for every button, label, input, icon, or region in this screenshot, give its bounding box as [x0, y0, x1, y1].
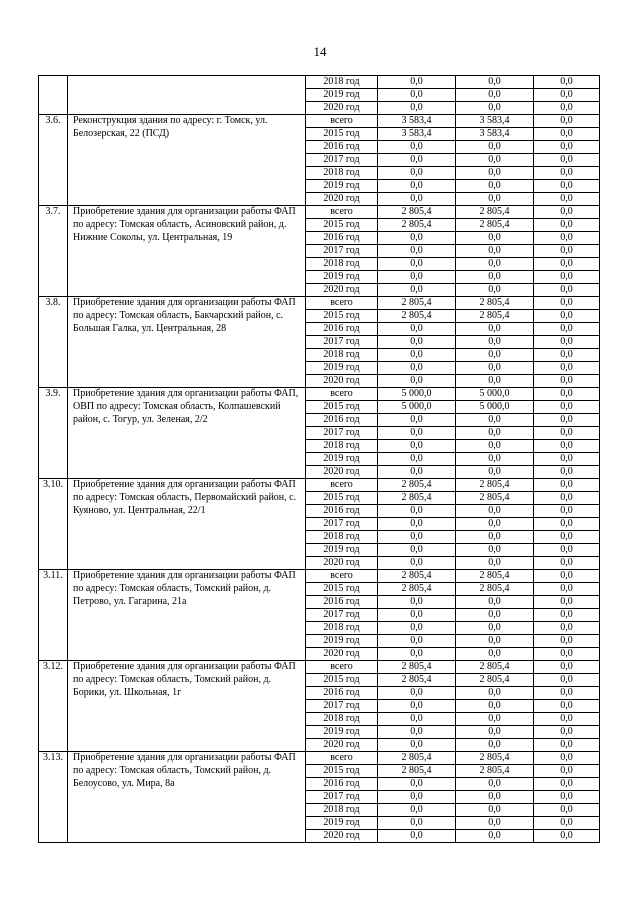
total-amount-cell: 2 805,4 [378, 492, 456, 505]
period-cell: 2019 год [306, 635, 378, 648]
total-amount-cell: 5 000,0 [378, 388, 456, 401]
total-amount-cell: 2 805,4 [378, 765, 456, 778]
page-number: 14 [313, 44, 327, 59]
total-amount-cell: 2 805,4 [378, 752, 456, 765]
period-cell: 2018 год [306, 622, 378, 635]
total-amount-cell: 0,0 [378, 427, 456, 440]
total-amount-cell: 0,0 [378, 154, 456, 167]
total-amount-cell: 0,0 [378, 271, 456, 284]
regional-budget-cell: 0,0 [456, 271, 534, 284]
period-cell: 2019 год [306, 817, 378, 830]
item-number: 3.6. [39, 115, 68, 206]
regional-budget-cell: 0,0 [456, 778, 534, 791]
regional-budget-cell: 0,0 [456, 518, 534, 531]
total-amount-cell: 2 805,4 [378, 583, 456, 596]
regional-budget-cell: 2 805,4 [456, 674, 534, 687]
item-description: Приобретение здания для организации работы ФАП по адресу: Томская область, Томский район, д. Белоусово, ул. Мира, 8а [68, 752, 306, 843]
period-cell: 2019 год [306, 271, 378, 284]
other-source-cell: 0,0 [534, 154, 600, 167]
total-amount-cell: 0,0 [378, 791, 456, 804]
period-cell: 2020 год [306, 830, 378, 843]
item-number: 3.13. [39, 752, 68, 843]
total-amount-cell: 2 805,4 [378, 206, 456, 219]
regional-budget-cell: 2 805,4 [456, 479, 534, 492]
total-amount-cell: 0,0 [378, 167, 456, 180]
regional-budget-cell: 0,0 [456, 102, 534, 115]
regional-budget-cell: 5 000,0 [456, 388, 534, 401]
total-amount-cell: 0,0 [378, 648, 456, 661]
regional-budget-cell: 0,0 [456, 453, 534, 466]
period-cell: 2015 год [306, 219, 378, 232]
regional-budget-cell: 2 805,4 [456, 752, 534, 765]
period-cell: 2016 год [306, 687, 378, 700]
regional-budget-cell: 0,0 [456, 336, 534, 349]
period-cell: 2020 год [306, 648, 378, 661]
other-source-cell: 0,0 [534, 102, 600, 115]
period-cell: 2016 год [306, 778, 378, 791]
total-amount-cell: 0,0 [378, 596, 456, 609]
total-amount-cell: 0,0 [378, 544, 456, 557]
other-source-cell: 0,0 [534, 583, 600, 596]
regional-budget-cell: 2 805,4 [456, 492, 534, 505]
other-source-cell: 0,0 [534, 453, 600, 466]
total-amount-cell: 0,0 [378, 830, 456, 843]
item-description: Приобретение здания для организации работы ФАП по адресу: Томская область, Асиновский район, д. Нижние Соколы, ул. Центральная, 19 [68, 206, 306, 297]
other-source-cell: 0,0 [534, 115, 600, 128]
regional-budget-cell: 0,0 [456, 193, 534, 206]
total-amount-cell: 0,0 [378, 336, 456, 349]
other-source-cell: 0,0 [534, 492, 600, 505]
regional-budget-cell: 2 805,4 [456, 583, 534, 596]
period-cell: 2015 год [306, 128, 378, 141]
regional-budget-cell: 0,0 [456, 89, 534, 102]
period-cell: всего [306, 661, 378, 674]
other-source-cell: 0,0 [534, 791, 600, 804]
total-amount-cell: 2 805,4 [378, 661, 456, 674]
regional-budget-cell: 0,0 [456, 557, 534, 570]
period-cell: 2019 год [306, 453, 378, 466]
regional-budget-cell: 0,0 [456, 713, 534, 726]
regional-budget-cell: 2 805,4 [456, 765, 534, 778]
item-description: Приобретение здания для организации работы ФАП по адресу: Томская область, Бакчарский район, с. Большая Галка, ул. Центральная, 28 [68, 297, 306, 388]
budget-table [38, 75, 600, 843]
period-cell: 2020 год [306, 466, 378, 479]
total-amount-cell: 2 805,4 [378, 310, 456, 323]
other-source-cell: 0,0 [534, 349, 600, 362]
regional-budget-cell: 0,0 [456, 284, 534, 297]
period-cell: 2020 год [306, 739, 378, 752]
period-cell: 2020 год [306, 375, 378, 388]
period-cell: 2017 год [306, 154, 378, 167]
period-cell: 2018 год [306, 258, 378, 271]
other-source-cell: 0,0 [534, 466, 600, 479]
regional-budget-cell: 0,0 [456, 362, 534, 375]
period-cell: 2018 год [306, 531, 378, 544]
other-source-cell: 0,0 [534, 557, 600, 570]
regional-budget-cell: 0,0 [456, 232, 534, 245]
regional-budget-cell: 0,0 [456, 531, 534, 544]
regional-budget-cell: 2 805,4 [456, 661, 534, 674]
other-source-cell: 0,0 [534, 193, 600, 206]
total-amount-cell: 0,0 [378, 414, 456, 427]
other-source-cell: 0,0 [534, 414, 600, 427]
period-cell: 2019 год [306, 726, 378, 739]
other-source-cell: 0,0 [534, 167, 600, 180]
regional-budget-cell: 0,0 [456, 739, 534, 752]
other-source-cell: 0,0 [534, 362, 600, 375]
total-amount-cell: 0,0 [378, 76, 456, 89]
regional-budget-cell: 0,0 [456, 622, 534, 635]
regional-budget-cell: 0,0 [456, 466, 534, 479]
total-amount-cell: 0,0 [378, 375, 456, 388]
other-source-cell: 0,0 [534, 141, 600, 154]
other-source-cell: 0,0 [534, 635, 600, 648]
total-amount-cell: 3 583,4 [378, 115, 456, 128]
regional-budget-cell: 0,0 [456, 505, 534, 518]
total-amount-cell: 0,0 [378, 193, 456, 206]
total-amount-cell: 0,0 [378, 323, 456, 336]
other-source-cell: 0,0 [534, 297, 600, 310]
period-cell: всего [306, 297, 378, 310]
period-cell: 2020 год [306, 102, 378, 115]
period-cell: 2015 год [306, 765, 378, 778]
total-amount-cell: 0,0 [378, 778, 456, 791]
period-cell: 2018 год [306, 804, 378, 817]
regional-budget-cell: 0,0 [456, 817, 534, 830]
other-source-cell: 0,0 [534, 310, 600, 323]
other-source-cell: 0,0 [534, 245, 600, 258]
other-source-cell: 0,0 [534, 804, 600, 817]
total-amount-cell: 2 805,4 [378, 570, 456, 583]
period-cell: всего [306, 479, 378, 492]
total-amount-cell: 0,0 [378, 453, 456, 466]
item-description: Приобретение здания для организации работы ФАП, ОВП по адресу: Томская область, Колпашевский район, с. Тогур, ул. Зеленая, 2/2 [68, 388, 306, 479]
total-amount-cell: 2 805,4 [378, 297, 456, 310]
other-source-cell: 0,0 [534, 375, 600, 388]
period-cell: 2019 год [306, 180, 378, 193]
regional-budget-cell: 0,0 [456, 830, 534, 843]
table-row [39, 206, 600, 219]
period-cell: 2018 год [306, 76, 378, 89]
other-source-cell: 0,0 [534, 505, 600, 518]
table-row [39, 115, 600, 128]
regional-budget-cell: 0,0 [456, 635, 534, 648]
regional-budget-cell: 0,0 [456, 323, 534, 336]
period-cell: 2015 год [306, 492, 378, 505]
other-source-cell: 0,0 [534, 765, 600, 778]
regional-budget-cell: 3 583,4 [456, 115, 534, 128]
total-amount-cell: 5 000,0 [378, 401, 456, 414]
total-amount-cell: 0,0 [378, 609, 456, 622]
total-amount-cell: 0,0 [378, 89, 456, 102]
other-source-cell: 0,0 [534, 206, 600, 219]
period-cell: 2017 год [306, 791, 378, 804]
other-source-cell: 0,0 [534, 323, 600, 336]
regional-budget-cell: 0,0 [456, 414, 534, 427]
regional-budget-cell: 0,0 [456, 375, 534, 388]
period-cell: 2017 год [306, 609, 378, 622]
total-amount-cell: 0,0 [378, 362, 456, 375]
regional-budget-cell: 0,0 [456, 76, 534, 89]
total-amount-cell: 0,0 [378, 518, 456, 531]
period-cell: 2016 год [306, 414, 378, 427]
other-source-cell: 0,0 [534, 180, 600, 193]
total-amount-cell: 0,0 [378, 232, 456, 245]
item-description [68, 76, 306, 115]
regional-budget-cell: 3 583,4 [456, 128, 534, 141]
other-source-cell: 0,0 [534, 219, 600, 232]
other-source-cell: 0,0 [534, 674, 600, 687]
period-cell: 2015 год [306, 674, 378, 687]
other-source-cell: 0,0 [534, 531, 600, 544]
other-source-cell: 0,0 [534, 687, 600, 700]
other-source-cell: 0,0 [534, 518, 600, 531]
total-amount-cell: 0,0 [378, 258, 456, 271]
period-cell: всего [306, 752, 378, 765]
regional-budget-cell: 0,0 [456, 596, 534, 609]
period-cell: 2019 год [306, 362, 378, 375]
regional-budget-cell: 0,0 [456, 167, 534, 180]
regional-budget-cell: 5 000,0 [456, 401, 534, 414]
total-amount-cell: 0,0 [378, 505, 456, 518]
period-cell: 2020 год [306, 284, 378, 297]
regional-budget-cell: 0,0 [456, 349, 534, 362]
item-description: Приобретение здания для организации работы ФАП по адресу: Томская область, Первомайский район, с. Куяново, ул. Центральная, 22/1 [68, 479, 306, 570]
period-cell: 2018 год [306, 349, 378, 362]
period-cell: 2018 год [306, 167, 378, 180]
total-amount-cell: 0,0 [378, 726, 456, 739]
item-description: Приобретение здания для организации работы ФАП по адресу: Томская область, Томский район, д. Борики, ул. Школьная, 1г [68, 661, 306, 752]
regional-budget-cell: 0,0 [456, 804, 534, 817]
total-amount-cell: 3 583,4 [378, 128, 456, 141]
item-number: 3.8. [39, 297, 68, 388]
regional-budget-cell: 0,0 [456, 141, 534, 154]
other-source-cell: 0,0 [534, 596, 600, 609]
other-source-cell: 0,0 [534, 700, 600, 713]
regional-budget-cell: 0,0 [456, 154, 534, 167]
total-amount-cell: 0,0 [378, 700, 456, 713]
total-amount-cell: 0,0 [378, 466, 456, 479]
other-source-cell: 0,0 [534, 89, 600, 102]
item-description: Реконструкция здания по адресу: г. Томск, ул. Белозерская, 22 (ПСД) [68, 115, 306, 206]
regional-budget-cell: 0,0 [456, 687, 534, 700]
other-source-cell: 0,0 [534, 271, 600, 284]
table-row [39, 661, 600, 674]
total-amount-cell: 0,0 [378, 739, 456, 752]
other-source-cell: 0,0 [534, 284, 600, 297]
other-source-cell: 0,0 [534, 817, 600, 830]
regional-budget-cell: 0,0 [456, 648, 534, 661]
other-source-cell: 0,0 [534, 544, 600, 557]
period-cell: 2017 год [306, 518, 378, 531]
regional-budget-cell: 0,0 [456, 440, 534, 453]
period-cell: всего [306, 206, 378, 219]
other-source-cell: 0,0 [534, 336, 600, 349]
total-amount-cell: 0,0 [378, 531, 456, 544]
other-source-cell: 0,0 [534, 76, 600, 89]
total-amount-cell: 0,0 [378, 622, 456, 635]
table-row [39, 752, 600, 765]
table-row [39, 388, 600, 401]
regional-budget-cell: 0,0 [456, 726, 534, 739]
regional-budget-cell: 0,0 [456, 245, 534, 258]
other-source-cell: 0,0 [534, 479, 600, 492]
period-cell: 2018 год [306, 440, 378, 453]
item-description: Приобретение здания для организации работы ФАП по адресу: Томская область, Томский район, д. Петрово, ул. Гагарина, 21а [68, 570, 306, 661]
total-amount-cell: 0,0 [378, 349, 456, 362]
regional-budget-cell: 2 805,4 [456, 310, 534, 323]
table-row [39, 570, 600, 583]
regional-budget-cell: 0,0 [456, 700, 534, 713]
period-cell: 2016 год [306, 596, 378, 609]
other-source-cell: 0,0 [534, 661, 600, 674]
total-amount-cell: 0,0 [378, 635, 456, 648]
table-row [39, 76, 600, 89]
regional-budget-cell: 0,0 [456, 791, 534, 804]
total-amount-cell: 0,0 [378, 557, 456, 570]
other-source-cell: 0,0 [534, 232, 600, 245]
item-number [39, 76, 68, 115]
table-row [39, 297, 600, 310]
period-cell: 2016 год [306, 232, 378, 245]
regional-budget-cell: 2 805,4 [456, 219, 534, 232]
period-cell: 2017 год [306, 336, 378, 349]
other-source-cell: 0,0 [534, 609, 600, 622]
table-row [39, 479, 600, 492]
period-cell: всего [306, 570, 378, 583]
period-cell: 2015 год [306, 583, 378, 596]
regional-budget-cell: 0,0 [456, 609, 534, 622]
period-cell: 2020 год [306, 193, 378, 206]
regional-budget-cell: 0,0 [456, 258, 534, 271]
other-source-cell: 0,0 [534, 648, 600, 661]
total-amount-cell: 0,0 [378, 180, 456, 193]
item-number: 3.12. [39, 661, 68, 752]
regional-budget-cell: 2 805,4 [456, 206, 534, 219]
regional-budget-cell: 0,0 [456, 544, 534, 557]
item-number: 3.11. [39, 570, 68, 661]
other-source-cell: 0,0 [534, 388, 600, 401]
total-amount-cell: 0,0 [378, 245, 456, 258]
other-source-cell: 0,0 [534, 427, 600, 440]
other-source-cell: 0,0 [534, 713, 600, 726]
regional-budget-cell: 2 805,4 [456, 570, 534, 583]
other-source-cell: 0,0 [534, 570, 600, 583]
period-cell: 2017 год [306, 700, 378, 713]
other-source-cell: 0,0 [534, 726, 600, 739]
item-number: 3.10. [39, 479, 68, 570]
period-cell: 2016 год [306, 323, 378, 336]
other-source-cell: 0,0 [534, 128, 600, 141]
other-source-cell: 0,0 [534, 258, 600, 271]
regional-budget-cell: 2 805,4 [456, 297, 534, 310]
period-cell: 2018 год [306, 713, 378, 726]
other-source-cell: 0,0 [534, 752, 600, 765]
item-number: 3.7. [39, 206, 68, 297]
period-cell: 2017 год [306, 245, 378, 258]
total-amount-cell: 2 805,4 [378, 479, 456, 492]
other-source-cell: 0,0 [534, 622, 600, 635]
period-cell: 2020 год [306, 557, 378, 570]
total-amount-cell: 0,0 [378, 141, 456, 154]
period-cell: всего [306, 115, 378, 128]
total-amount-cell: 2 805,4 [378, 674, 456, 687]
total-amount-cell: 0,0 [378, 284, 456, 297]
other-source-cell: 0,0 [534, 830, 600, 843]
period-cell: 2016 год [306, 141, 378, 154]
other-source-cell: 0,0 [534, 739, 600, 752]
other-source-cell: 0,0 [534, 440, 600, 453]
regional-budget-cell: 0,0 [456, 427, 534, 440]
period-cell: 2019 год [306, 544, 378, 557]
period-cell: всего [306, 388, 378, 401]
period-cell: 2015 год [306, 401, 378, 414]
total-amount-cell: 0,0 [378, 102, 456, 115]
period-cell: 2015 год [306, 310, 378, 323]
regional-budget-cell: 0,0 [456, 180, 534, 193]
total-amount-cell: 0,0 [378, 713, 456, 726]
other-source-cell: 0,0 [534, 778, 600, 791]
total-amount-cell: 0,0 [378, 440, 456, 453]
total-amount-cell: 0,0 [378, 687, 456, 700]
total-amount-cell: 2 805,4 [378, 219, 456, 232]
period-cell: 2017 год [306, 427, 378, 440]
item-number: 3.9. [39, 388, 68, 479]
table-body [39, 76, 600, 843]
period-cell: 2019 год [306, 89, 378, 102]
total-amount-cell: 0,0 [378, 817, 456, 830]
other-source-cell: 0,0 [534, 401, 600, 414]
total-amount-cell: 0,0 [378, 804, 456, 817]
period-cell: 2016 год [306, 505, 378, 518]
